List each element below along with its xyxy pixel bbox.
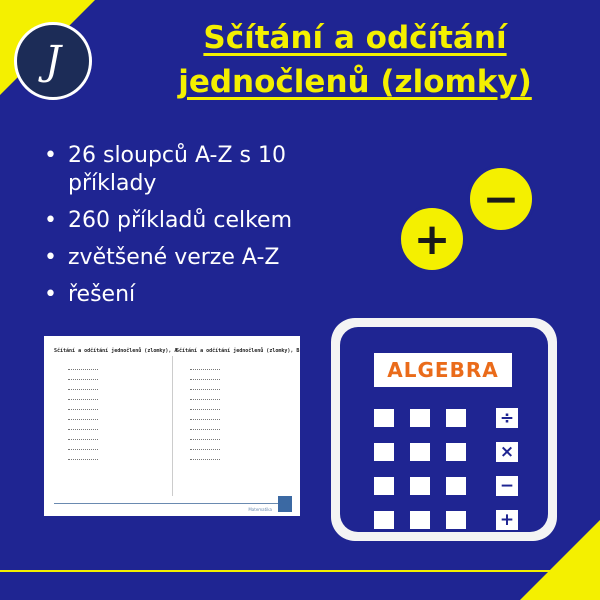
worksheet-divider: [172, 356, 173, 496]
calculator-body: [340, 327, 548, 532]
minus-icon: −: [467, 165, 535, 233]
plus-icon: +: [398, 205, 466, 273]
calculator-key: [410, 511, 430, 529]
calculator-icon: [278, 496, 292, 512]
bottom-stripe: [0, 570, 600, 572]
divide-key: ÷: [496, 408, 518, 428]
calculator-key: [410, 409, 430, 427]
calculator: [331, 318, 557, 541]
feature-item: • zvětšené verze A-Z: [44, 244, 374, 272]
plus-key: +: [496, 510, 518, 530]
calculator-key: [374, 511, 394, 529]
feature-list: [44, 142, 374, 318]
title-line-2: jednočlenů (zlomky): [178, 64, 532, 100]
logo-letter: J: [44, 38, 62, 84]
calculator-key: [446, 443, 466, 461]
calculator-key: [374, 477, 394, 495]
multiply-key: ×: [496, 442, 518, 462]
calculator-display: ALGEBRA: [374, 353, 512, 387]
calculator-key: [374, 409, 394, 427]
minus-key: −: [496, 476, 518, 496]
worksheet-column-b: [176, 348, 300, 462]
logo-badge: [14, 22, 92, 100]
calculator-key: [446, 511, 466, 529]
calculator-key: [446, 477, 466, 495]
calculator-key: [410, 443, 430, 461]
worksheet-footer-line: [54, 503, 290, 504]
worksheet-title-a: Sčítání a odčítání jednočlenů (zlomky), A: [54, 348, 178, 354]
worksheet-preview: [44, 336, 300, 516]
title-line-1: Sčítání a odčítání: [203, 20, 507, 56]
calculator-key: [374, 443, 394, 461]
feature-item: • řešení: [44, 281, 374, 309]
page-title: [135, 16, 575, 104]
worksheet-brand: Matematika: [248, 507, 272, 512]
feature-item: • 26 sloupců A-Z s 10 příklady: [44, 142, 374, 198]
worksheet-column-a: [54, 348, 178, 462]
feature-item: • 260 příkladů celkem: [44, 207, 374, 235]
calculator-key: [446, 409, 466, 427]
worksheet-title-b: Sčítání a odčítání jednočlenů (zlomky), B: [176, 348, 300, 354]
calculator-key: [410, 477, 430, 495]
